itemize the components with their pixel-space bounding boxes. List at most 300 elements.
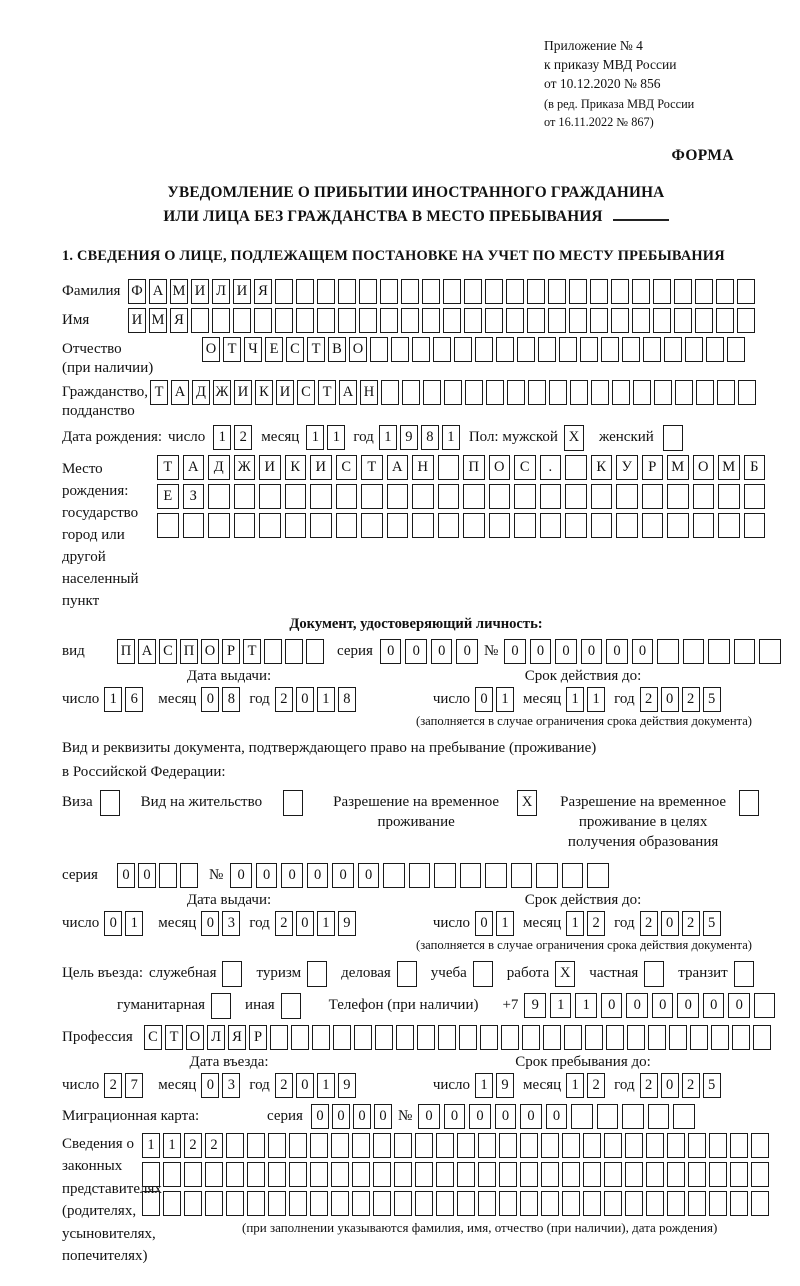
representative-cell[interactable] — [688, 1133, 706, 1158]
representative-cell[interactable] — [247, 1162, 265, 1187]
stay-doc-series-cell[interactable] — [180, 863, 198, 888]
sex-female-box[interactable] — [663, 425, 683, 451]
representative-cell[interactable] — [604, 1133, 622, 1158]
purpose-checkbox[interactable] — [211, 993, 231, 1019]
representative-cell[interactable] — [310, 1191, 328, 1216]
stay-doc-number-cell[interactable] — [460, 863, 482, 888]
birth-place-cell[interactable] — [463, 484, 485, 509]
doc-valid-month-cell[interactable]: 1 — [587, 687, 605, 712]
stay-doc-series-cell[interactable]: 0 — [138, 863, 156, 888]
doc-number-cell[interactable] — [708, 639, 730, 664]
doc-kind-cell[interactable]: О — [201, 639, 219, 664]
name-cell[interactable] — [590, 308, 608, 333]
stay-doc-valid-day-cell[interactable]: 1 — [496, 911, 514, 936]
citizenship-cell[interactable]: Т — [150, 380, 168, 405]
doc-kind-cell[interactable]: Т — [243, 639, 261, 664]
migration-number-cell[interactable]: 0 — [546, 1104, 568, 1129]
birth-place-cell[interactable] — [336, 484, 358, 509]
birth-place-cell[interactable] — [234, 513, 256, 538]
migration-number-cell[interactable]: 0 — [469, 1104, 491, 1129]
stay-doc-number-cell[interactable]: 0 — [256, 863, 278, 888]
patronymic-cell[interactable] — [538, 337, 556, 362]
residence-permit-box[interactable] — [283, 790, 303, 816]
name-cell[interactable] — [716, 308, 734, 333]
profession-cell[interactable]: Т — [165, 1025, 183, 1050]
representative-cell[interactable] — [415, 1162, 433, 1187]
patronymic-cell[interactable] — [433, 337, 451, 362]
representative-cell[interactable] — [331, 1133, 349, 1158]
patronymic-cell[interactable]: Е — [265, 337, 283, 362]
stay-doc-series-cell[interactable] — [159, 863, 177, 888]
stay-day-cell[interactable]: 1 — [475, 1073, 493, 1098]
surname-cell[interactable] — [422, 279, 440, 304]
citizenship-cell[interactable] — [633, 380, 651, 405]
birth-place-cell[interactable] — [310, 484, 332, 509]
representative-cell[interactable] — [541, 1162, 559, 1187]
birth-place-cell[interactable] — [667, 484, 689, 509]
patronymic-cell[interactable] — [727, 337, 745, 362]
stay-doc-number-cell[interactable] — [485, 863, 507, 888]
birth-place-cell[interactable] — [667, 513, 689, 538]
representative-cell[interactable] — [709, 1191, 727, 1216]
migration-number-cell[interactable] — [673, 1104, 695, 1129]
birth-place-cell[interactable] — [361, 513, 383, 538]
stay-year-cell[interactable]: 2 — [682, 1073, 700, 1098]
representative-cell[interactable] — [289, 1191, 307, 1216]
name-cell[interactable] — [695, 308, 713, 333]
name-cell[interactable] — [254, 308, 272, 333]
representative-cell[interactable] — [625, 1191, 643, 1216]
profession-cell[interactable] — [396, 1025, 414, 1050]
doc-number-cell[interactable] — [657, 639, 679, 664]
citizenship-cell[interactable]: К — [255, 380, 273, 405]
surname-cell[interactable] — [443, 279, 461, 304]
representative-cell[interactable]: 2 — [205, 1133, 223, 1158]
citizenship-cell[interactable] — [528, 380, 546, 405]
representative-cell[interactable] — [184, 1191, 202, 1216]
doc-number-cell[interactable] — [734, 639, 756, 664]
purpose-checkbox[interactable] — [222, 961, 242, 987]
stay-year-cell[interactable]: 2 — [640, 1073, 658, 1098]
representative-cell[interactable] — [646, 1162, 664, 1187]
representative-cell[interactable] — [352, 1191, 370, 1216]
doc-kind-cell[interactable] — [264, 639, 282, 664]
stay-doc-valid-year-cell[interactable]: 2 — [682, 911, 700, 936]
profession-cell[interactable]: С — [144, 1025, 162, 1050]
doc-issue-year-cell[interactable]: 8 — [338, 687, 356, 712]
migration-series-cell[interactable]: 0 — [353, 1104, 371, 1129]
birth-place-cell[interactable] — [565, 513, 587, 538]
birth-place-cell[interactable]: С — [514, 455, 536, 480]
doc-issue-day-cell[interactable]: 6 — [125, 687, 143, 712]
stay-doc-number-cell[interactable]: 0 — [230, 863, 252, 888]
doc-number-cell[interactable]: 0 — [504, 639, 526, 664]
doc-valid-year-cell[interactable]: 0 — [661, 687, 679, 712]
patronymic-cell[interactable] — [412, 337, 430, 362]
name-cell[interactable] — [548, 308, 566, 333]
stay-doc-valid-month-cell[interactable]: 1 — [566, 911, 584, 936]
profession-cell[interactable] — [354, 1025, 372, 1050]
birth-place-cell[interactable]: Е — [157, 484, 179, 509]
birth-place-cell[interactable]: Б — [744, 455, 766, 480]
birth-place-cell[interactable] — [208, 484, 230, 509]
doc-number-cell[interactable]: 0 — [555, 639, 577, 664]
doc-issue-year-cell[interactable]: 0 — [296, 687, 314, 712]
surname-cell[interactable]: М — [170, 279, 188, 304]
birth-place-cell[interactable]: С — [336, 455, 358, 480]
citizenship-cell[interactable]: Т — [318, 380, 336, 405]
doc-issue-year-cell[interactable]: 1 — [317, 687, 335, 712]
stay-doc-number-cell[interactable] — [536, 863, 558, 888]
profession-cell[interactable] — [606, 1025, 624, 1050]
purpose-checkbox[interactable] — [281, 993, 301, 1019]
birth-place-cell[interactable] — [412, 513, 434, 538]
purpose-checkbox[interactable] — [734, 961, 754, 987]
birth-place-cell[interactable] — [591, 484, 613, 509]
representative-cell[interactable] — [436, 1191, 454, 1216]
representative-cell[interactable] — [520, 1191, 538, 1216]
surname-cell[interactable]: И — [233, 279, 251, 304]
profession-cell[interactable]: Л — [207, 1025, 225, 1050]
surname-cell[interactable] — [464, 279, 482, 304]
birth-place-cell[interactable] — [693, 484, 715, 509]
surname-cell[interactable] — [401, 279, 419, 304]
birth-day-cell[interactable]: 2 — [234, 425, 252, 450]
birth-place-cell[interactable] — [489, 513, 511, 538]
stay-month-cell[interactable]: 2 — [587, 1073, 605, 1098]
name-cell[interactable] — [233, 308, 251, 333]
doc-kind-cell[interactable] — [285, 639, 303, 664]
doc-number-cell[interactable]: 0 — [606, 639, 628, 664]
phone-digit-cell[interactable]: 0 — [626, 993, 648, 1018]
surname-cell[interactable] — [296, 279, 314, 304]
name-cell[interactable] — [737, 308, 755, 333]
doc-kind-cell[interactable]: С — [159, 639, 177, 664]
temp-residence-edu-box[interactable] — [739, 790, 759, 816]
birth-place-cell[interactable] — [718, 484, 740, 509]
doc-valid-year-cell[interactable]: 5 — [703, 687, 721, 712]
birth-place-cell[interactable] — [591, 513, 613, 538]
stay-doc-number-cell[interactable] — [562, 863, 584, 888]
representative-cell[interactable] — [226, 1133, 244, 1158]
patronymic-cell[interactable] — [664, 337, 682, 362]
surname-cell[interactable] — [527, 279, 545, 304]
stay-month-cell[interactable]: 1 — [566, 1073, 584, 1098]
stay-year-cell[interactable]: 0 — [661, 1073, 679, 1098]
patronymic-cell[interactable] — [643, 337, 661, 362]
birth-place-cell[interactable]: М — [667, 455, 689, 480]
stay-doc-valid-year-cell[interactable]: 5 — [703, 911, 721, 936]
representative-cell[interactable] — [436, 1162, 454, 1187]
representative-cell[interactable] — [646, 1191, 664, 1216]
representative-cell[interactable] — [520, 1162, 538, 1187]
representative-cell[interactable] — [478, 1133, 496, 1158]
profession-cell[interactable] — [753, 1025, 771, 1050]
profession-cell[interactable] — [417, 1025, 435, 1050]
name-cell[interactable] — [485, 308, 503, 333]
birth-place-cell[interactable] — [642, 484, 664, 509]
birth-year-cell[interactable]: 9 — [400, 425, 418, 450]
representative-cell[interactable] — [625, 1133, 643, 1158]
representative-cell[interactable] — [520, 1133, 538, 1158]
representative-cell[interactable]: 1 — [142, 1133, 160, 1158]
doc-series-cell[interactable]: 0 — [431, 639, 453, 664]
representative-cell[interactable] — [394, 1191, 412, 1216]
name-cell[interactable] — [296, 308, 314, 333]
representative-cell[interactable] — [709, 1133, 727, 1158]
stay-doc-issue-month-cell[interactable]: 0 — [201, 911, 219, 936]
migration-number-cell[interactable]: 0 — [520, 1104, 542, 1129]
representative-cell[interactable] — [310, 1162, 328, 1187]
temp-residence-box[interactable]: X — [517, 790, 537, 816]
birth-place-cell[interactable]: Т — [361, 455, 383, 480]
representative-cell[interactable] — [268, 1133, 286, 1158]
profession-cell[interactable] — [480, 1025, 498, 1050]
citizenship-cell[interactable]: Д — [192, 380, 210, 405]
stay-doc-valid-year-cell[interactable]: 2 — [640, 911, 658, 936]
phone-digit-cell[interactable]: 0 — [677, 993, 699, 1018]
birth-year-cell[interactable]: 8 — [421, 425, 439, 450]
name-cell[interactable] — [653, 308, 671, 333]
migration-series-cell[interactable]: 0 — [311, 1104, 329, 1129]
purpose-checkbox[interactable] — [307, 961, 327, 987]
patronymic-cell[interactable] — [496, 337, 514, 362]
name-cell[interactable] — [632, 308, 650, 333]
doc-series-cell[interactable]: 0 — [380, 639, 402, 664]
surname-cell[interactable] — [716, 279, 734, 304]
birth-place-cell[interactable] — [693, 513, 715, 538]
doc-number-cell[interactable]: 0 — [581, 639, 603, 664]
purpose-checkbox[interactable] — [473, 961, 493, 987]
citizenship-cell[interactable] — [444, 380, 462, 405]
representative-cell[interactable] — [373, 1162, 391, 1187]
citizenship-cell[interactable] — [465, 380, 483, 405]
doc-issue-month-cell[interactable]: 0 — [201, 687, 219, 712]
citizenship-cell[interactable] — [612, 380, 630, 405]
birth-year-cell[interactable]: 1 — [442, 425, 460, 450]
representative-cell[interactable] — [562, 1133, 580, 1158]
citizenship-cell[interactable] — [381, 380, 399, 405]
citizenship-cell[interactable] — [402, 380, 420, 405]
surname-cell[interactable] — [380, 279, 398, 304]
birth-place-cell[interactable] — [336, 513, 358, 538]
surname-cell[interactable] — [548, 279, 566, 304]
birth-place-cell[interactable] — [438, 513, 460, 538]
phone-digit-cell[interactable]: 0 — [601, 993, 623, 1018]
citizenship-cell[interactable] — [591, 380, 609, 405]
birth-place-cell[interactable] — [157, 513, 179, 538]
representative-cell[interactable] — [457, 1133, 475, 1158]
stay-doc-number-cell[interactable]: 0 — [281, 863, 303, 888]
name-cell[interactable] — [569, 308, 587, 333]
birth-place-cell[interactable]: О — [489, 455, 511, 480]
representative-cell[interactable] — [457, 1162, 475, 1187]
representative-cell[interactable] — [604, 1162, 622, 1187]
name-cell[interactable] — [212, 308, 230, 333]
phone-digit-cell[interactable]: 9 — [524, 993, 546, 1018]
citizenship-cell[interactable]: И — [276, 380, 294, 405]
stay-doc-issue-month-cell[interactable]: 3 — [222, 911, 240, 936]
representative-cell[interactable] — [688, 1162, 706, 1187]
birth-place-cell[interactable]: И — [310, 455, 332, 480]
phone-digit-cell[interactable] — [754, 993, 776, 1018]
representative-cell[interactable] — [331, 1162, 349, 1187]
stay-year-cell[interactable]: 5 — [703, 1073, 721, 1098]
birth-place-cell[interactable]: М — [718, 455, 740, 480]
migration-series-cell[interactable]: 0 — [332, 1104, 350, 1129]
surname-cell[interactable] — [569, 279, 587, 304]
citizenship-cell[interactable] — [696, 380, 714, 405]
profession-cell[interactable] — [501, 1025, 519, 1050]
stay-doc-number-cell[interactable] — [511, 863, 533, 888]
migration-number-cell[interactable] — [622, 1104, 644, 1129]
profession-cell[interactable] — [711, 1025, 729, 1050]
patronymic-cell[interactable] — [685, 337, 703, 362]
patronymic-cell[interactable]: Т — [223, 337, 241, 362]
surname-cell[interactable] — [674, 279, 692, 304]
stay-doc-number-cell[interactable]: 0 — [307, 863, 329, 888]
profession-cell[interactable] — [585, 1025, 603, 1050]
representative-cell[interactable] — [604, 1191, 622, 1216]
doc-number-cell[interactable]: 0 — [632, 639, 654, 664]
birth-place-cell[interactable] — [259, 484, 281, 509]
name-cell[interactable] — [464, 308, 482, 333]
representative-cell[interactable] — [457, 1191, 475, 1216]
stay-doc-number-cell[interactable]: 0 — [332, 863, 354, 888]
doc-series-cell[interactable]: 0 — [456, 639, 478, 664]
citizenship-cell[interactable] — [738, 380, 756, 405]
name-cell[interactable] — [527, 308, 545, 333]
migration-number-cell[interactable] — [597, 1104, 619, 1129]
patronymic-cell[interactable] — [601, 337, 619, 362]
name-cell[interactable] — [191, 308, 209, 333]
birth-place-cell[interactable]: П — [463, 455, 485, 480]
representative-cell[interactable]: 2 — [184, 1133, 202, 1158]
doc-series-cell[interactable]: 0 — [405, 639, 427, 664]
migration-number-cell[interactable] — [571, 1104, 593, 1129]
stay-doc-issue-year-cell[interactable]: 0 — [296, 911, 314, 936]
representative-cell[interactable] — [436, 1133, 454, 1158]
birth-place-cell[interactable] — [565, 484, 587, 509]
birth-place-cell[interactable] — [514, 484, 536, 509]
entry-month-cell[interactable]: 0 — [201, 1073, 219, 1098]
birth-place-cell[interactable] — [285, 513, 307, 538]
surname-cell[interactable]: Ф — [128, 279, 146, 304]
representative-cell[interactable] — [583, 1133, 601, 1158]
birth-month-cell[interactable]: 1 — [306, 425, 324, 450]
doc-number-cell[interactable]: 0 — [530, 639, 552, 664]
birth-place-cell[interactable] — [616, 513, 638, 538]
name-cell[interactable] — [422, 308, 440, 333]
surname-cell[interactable] — [506, 279, 524, 304]
stay-doc-valid-month-cell[interactable]: 2 — [587, 911, 605, 936]
profession-cell[interactable] — [375, 1025, 393, 1050]
birth-place-cell[interactable] — [642, 513, 664, 538]
patronymic-cell[interactable] — [622, 337, 640, 362]
birth-place-cell[interactable] — [387, 484, 409, 509]
representative-cell[interactable] — [184, 1162, 202, 1187]
profession-cell[interactable]: Я — [228, 1025, 246, 1050]
doc-number-cell[interactable] — [683, 639, 705, 664]
birth-place-cell[interactable] — [438, 455, 460, 480]
citizenship-cell[interactable] — [549, 380, 567, 405]
patronymic-cell[interactable]: В — [328, 337, 346, 362]
phone-digit-cell[interactable]: 1 — [575, 993, 597, 1018]
patronymic-cell[interactable]: С — [286, 337, 304, 362]
birth-place-cell[interactable]: У — [616, 455, 638, 480]
citizenship-cell[interactable]: А — [339, 380, 357, 405]
birth-month-cell[interactable]: 1 — [327, 425, 345, 450]
representative-cell[interactable] — [478, 1162, 496, 1187]
surname-cell[interactable] — [695, 279, 713, 304]
doc-issue-month-cell[interactable]: 8 — [222, 687, 240, 712]
surname-cell[interactable]: А — [149, 279, 167, 304]
birth-place-cell[interactable] — [463, 513, 485, 538]
representative-cell[interactable] — [394, 1162, 412, 1187]
citizenship-cell[interactable] — [423, 380, 441, 405]
profession-cell[interactable] — [732, 1025, 750, 1050]
entry-day-cell[interactable]: 7 — [125, 1073, 143, 1098]
representative-cell[interactable] — [373, 1191, 391, 1216]
representative-cell[interactable] — [142, 1162, 160, 1187]
phone-digit-cell[interactable]: 1 — [550, 993, 572, 1018]
representative-cell[interactable] — [646, 1133, 664, 1158]
doc-valid-year-cell[interactable]: 2 — [682, 687, 700, 712]
patronymic-cell[interactable] — [580, 337, 598, 362]
birth-day-cell[interactable]: 1 — [213, 425, 231, 450]
representative-cell[interactable] — [394, 1133, 412, 1158]
profession-cell[interactable] — [270, 1025, 288, 1050]
birth-place-cell[interactable] — [183, 513, 205, 538]
representative-cell[interactable] — [583, 1191, 601, 1216]
doc-number-cell[interactable] — [759, 639, 781, 664]
surname-cell[interactable] — [359, 279, 377, 304]
patronymic-cell[interactable] — [517, 337, 535, 362]
profession-cell[interactable] — [690, 1025, 708, 1050]
birth-place-cell[interactable]: Т — [157, 455, 179, 480]
representative-cell[interactable] — [625, 1162, 643, 1187]
name-cell[interactable] — [317, 308, 335, 333]
profession-cell[interactable] — [438, 1025, 456, 1050]
representative-cell[interactable] — [751, 1191, 769, 1216]
representative-cell[interactable] — [226, 1191, 244, 1216]
stay-doc-series-cell[interactable]: 0 — [117, 863, 135, 888]
birth-place-cell[interactable]: А — [183, 455, 205, 480]
representative-cell[interactable] — [268, 1162, 286, 1187]
entry-day-cell[interactable]: 2 — [104, 1073, 122, 1098]
representative-cell[interactable] — [205, 1162, 223, 1187]
representative-cell[interactable] — [751, 1133, 769, 1158]
surname-cell[interactable] — [338, 279, 356, 304]
birth-place-cell[interactable]: Р — [642, 455, 664, 480]
profession-cell[interactable] — [312, 1025, 330, 1050]
citizenship-cell[interactable] — [675, 380, 693, 405]
representative-cell[interactable] — [163, 1191, 181, 1216]
surname-cell[interactable] — [653, 279, 671, 304]
doc-valid-day-cell[interactable]: 0 — [475, 687, 493, 712]
birth-place-cell[interactable]: З — [183, 484, 205, 509]
citizenship-cell[interactable] — [486, 380, 504, 405]
representative-cell[interactable] — [730, 1191, 748, 1216]
stay-doc-number-cell[interactable] — [587, 863, 609, 888]
doc-issue-year-cell[interactable]: 2 — [275, 687, 293, 712]
citizenship-cell[interactable] — [654, 380, 672, 405]
profession-cell[interactable] — [459, 1025, 477, 1050]
entry-year-cell[interactable]: 9 — [338, 1073, 356, 1098]
representative-cell[interactable] — [667, 1133, 685, 1158]
birth-place-cell[interactable] — [438, 484, 460, 509]
surname-cell[interactable] — [632, 279, 650, 304]
